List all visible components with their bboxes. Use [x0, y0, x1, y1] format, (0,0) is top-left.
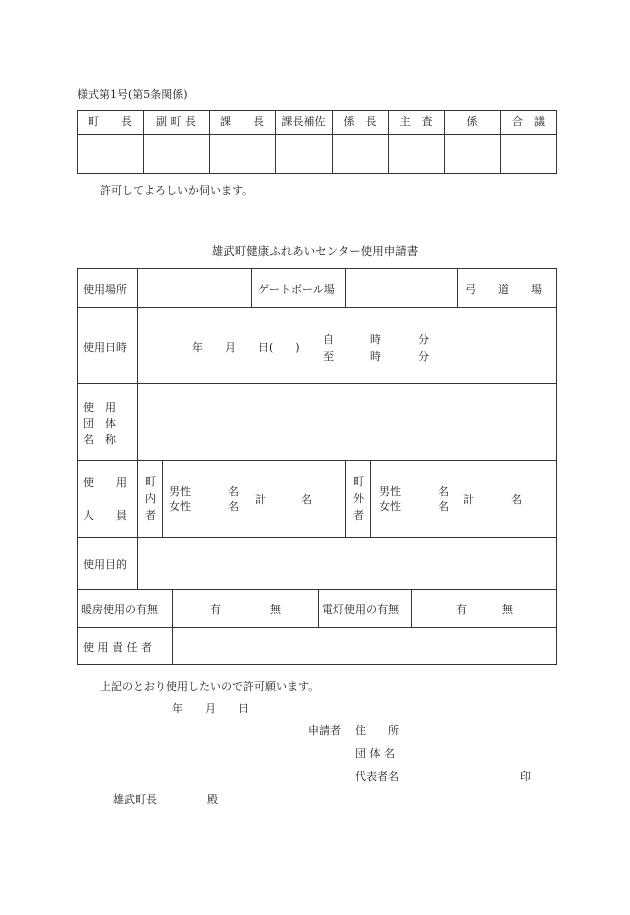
in-town-char1: 町 [145, 475, 156, 488]
out-town-total: 計 [463, 493, 474, 506]
in-town-male-unit: 名 [228, 485, 239, 498]
seal-mark: 印 [520, 770, 531, 783]
approval-header-assistant-chief: 課長補佐 [281, 115, 326, 128]
out-town-female-unit: 名 [438, 500, 449, 513]
out-town-char3: 者 [353, 509, 364, 522]
out-town-total-unit: 名 [511, 493, 522, 506]
approval-header-staff: 係 [466, 115, 478, 128]
datetime-date: 年 月 日( ) [192, 341, 300, 354]
people-label-top: 使 用 [83, 476, 127, 489]
applicant-group-name: 団 体 名 [355, 747, 395, 760]
closing-statement: 上記のとおり使用したいので許可願います。 [100, 680, 320, 693]
in-town-male: 男性 [169, 485, 191, 498]
out-town-char1: 町 [353, 475, 364, 488]
out-town-char2: 外 [353, 492, 364, 505]
place-option-gateball: ゲートボール場 [258, 283, 335, 296]
out-town-female: 女性 [379, 500, 401, 513]
in-town-char2: 内 [145, 492, 156, 505]
datetime-to: 至 [323, 350, 334, 363]
datetime-from-hour: 時 [370, 333, 381, 346]
out-town-male: 男性 [379, 485, 401, 498]
datetime-to-minute: 分 [418, 350, 429, 363]
lighting-no: 無 [502, 603, 513, 616]
in-town-female-unit: 名 [228, 500, 239, 513]
heating-yes: 有 [210, 603, 221, 616]
applicant-label: 申請者 [308, 724, 341, 737]
out-town-male-unit: 名 [438, 485, 449, 498]
group-label-line2: 団 体 [83, 417, 116, 430]
form-number: 様式第1号(第5条関係) [77, 88, 188, 101]
lighting-yes: 有 [456, 603, 467, 616]
people-label-bottom: 人 員 [83, 509, 127, 522]
permission-request-text: 許可してよろしいか伺います。 [100, 184, 254, 197]
lighting-label: 電灯使用の有無 [322, 603, 399, 616]
datetime-from: 自 [323, 333, 334, 346]
application-date: 年 月 日 [172, 702, 249, 715]
datetime-from-minute: 分 [418, 333, 429, 346]
place-label: 使用場所 [83, 283, 127, 296]
honorific: 殿 [207, 793, 218, 806]
applicant-address: 住 所 [355, 724, 399, 737]
approval-header-deputy-mayor: 副 町 長 [156, 115, 196, 128]
approval-header-supervisor: 主 査 [399, 115, 433, 128]
purpose-label: 使用目的 [83, 558, 127, 571]
approval-header-subsection-chief: 係 長 [343, 115, 377, 128]
in-town-char3: 者 [145, 509, 156, 522]
heating-no: 無 [270, 603, 281, 616]
heating-label: 暖房使用の有無 [81, 603, 158, 616]
in-town-female: 女性 [169, 500, 191, 513]
group-label-line3: 名 称 [83, 433, 116, 446]
form-title: 雄武町健康ふれあいセンター使用申請書 [211, 244, 419, 258]
datetime-label: 使用日時 [83, 341, 127, 354]
approval-header-section-chief: 課 長 [220, 115, 264, 128]
in-town-total-unit: 名 [301, 493, 312, 506]
applicant-representative: 代表者名 [355, 770, 399, 783]
approval-header-mayor: 町 長 [88, 115, 132, 128]
responsible-label: 使 用 責 任 者 [83, 641, 152, 654]
datetime-to-hour: 時 [370, 350, 381, 363]
place-option-archery: 弓 道 場 [465, 283, 542, 296]
approval-header-consultation: 合 議 [512, 115, 545, 128]
addressee: 雄武町長 [113, 793, 157, 806]
in-town-total: 計 [255, 493, 266, 506]
group-label-line1: 使 用 [83, 401, 116, 414]
